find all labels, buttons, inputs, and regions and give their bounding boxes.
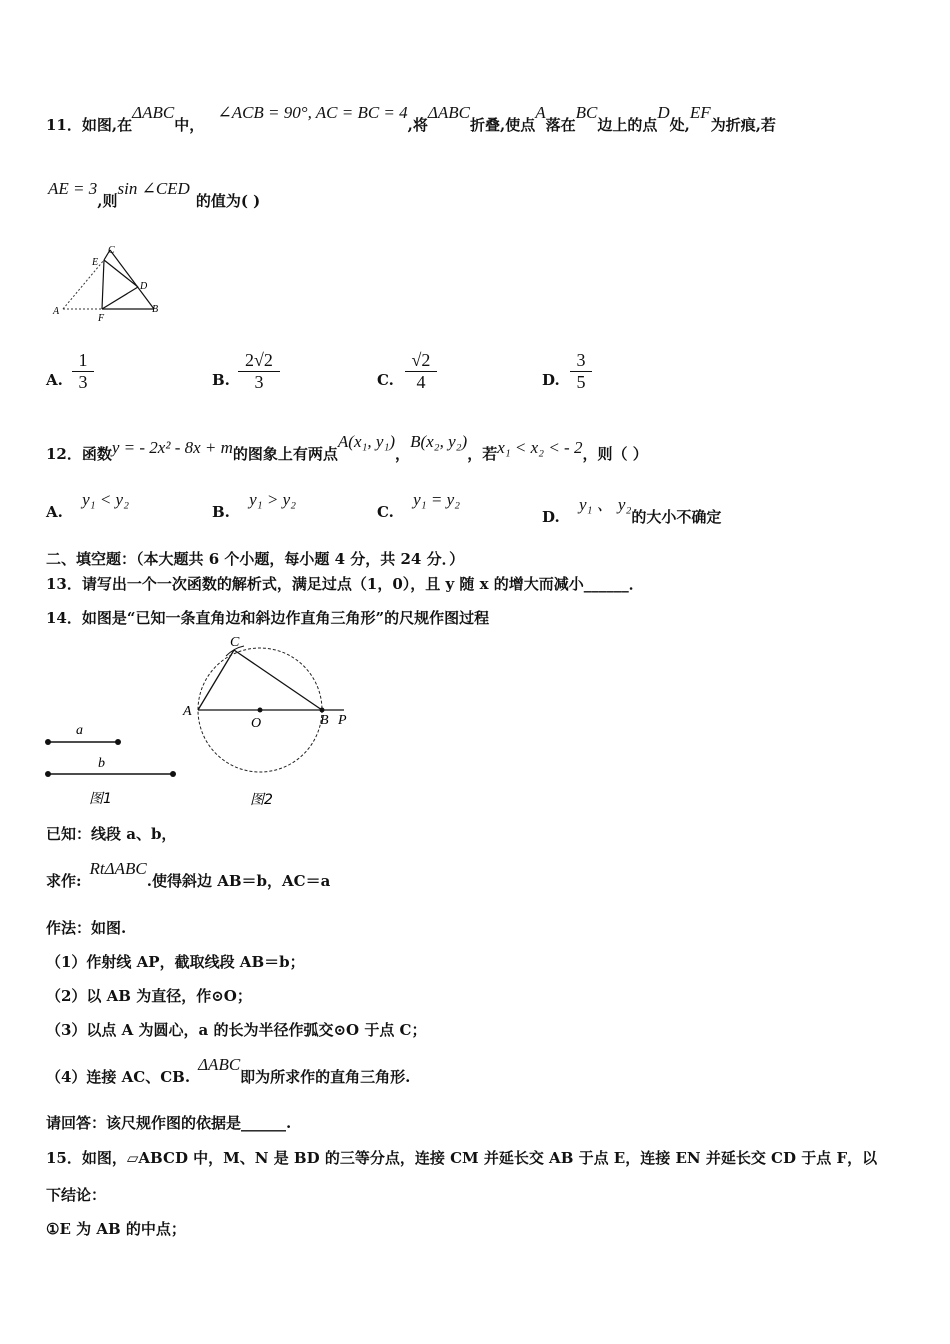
fig11-label-c: C xyxy=(108,245,115,256)
fig2-label-o: O xyxy=(251,716,262,731)
fig11-label-d: D xyxy=(140,281,148,292)
fig11-label-f: F xyxy=(98,313,105,324)
q12-option-d[interactable]: D. y₁ 、 y₂的大小不确定 xyxy=(542,495,722,526)
fig1-label-b: b xyxy=(98,756,105,771)
q13-text: 13．请写出一个一次函数的解析式，满足过点（1，0），且 y 随 x 的增大而减小______． xyxy=(46,575,644,593)
fig2-caption: 图2 xyxy=(250,792,273,808)
q12-option-a[interactable]: A. y₁ < y₂ xyxy=(46,490,129,521)
q14-step3: （3）以点 A 为圆心，a 的长为半径作弧交⊙O 于点 C； xyxy=(46,1021,427,1039)
q12-option-b[interactable]: B. y₁ > y₂ xyxy=(212,490,297,521)
fig1-label-a: a xyxy=(76,723,83,738)
fig1-caption: 图1 xyxy=(89,791,112,807)
q14-figure2 xyxy=(176,630,366,810)
q14-seek: 求作:RtΔABC.使得斜边 AB＝b，AC＝a xyxy=(46,859,331,890)
q15-line3: ①E 为 AB 的中点； xyxy=(46,1220,186,1238)
q15-line1: 15．如图，▱ABCD 中，M、N 是 BD 的三等分点，连接 CM 并延长交 AB 于点 E，连接 EN 并延长交 CD 于点 F，以 xyxy=(46,1149,878,1167)
q14-step4: （4）连接 AC、CB.ΔABC即为所求作的直角三角形. xyxy=(46,1055,411,1086)
q12-option-c[interactable]: C. y₁ = y₂ xyxy=(377,490,461,521)
section-heading-fill-in: 二、填空题：（本大题共 6 个小题，每小题 4 分，共 24 分．） xyxy=(46,550,465,568)
q14-answer: 请回答：该尺规作图的依据是______. xyxy=(46,1114,292,1132)
fig2-label-c: C xyxy=(230,635,240,650)
fig11-label-e: E xyxy=(92,257,99,268)
q15-line2: 下结论： xyxy=(46,1186,107,1204)
q11-line1: 11．如图,在ΔABC中， ∠ACB = 90°, AC = BC = 4,将ΔABC折叠,使点A落在BC边上的点D处,EF为折痕,若 xyxy=(46,103,776,134)
q14-title: 14．如图是“已知一条直角边和斜边作直角三角形”的尺规作图过程 xyxy=(46,609,490,627)
fig2-label-p: P xyxy=(338,713,347,728)
fig11-label-b: B xyxy=(152,304,159,315)
q14-known: 已知：线段 a、b， xyxy=(46,825,177,843)
fig2-label-b: B xyxy=(320,713,329,728)
q11-figure xyxy=(44,244,174,326)
q14-step1: （1）作射线 AP，截取线段 AB＝b； xyxy=(46,953,305,971)
q14-step2: （2）以 AB 为直径，作⊙O； xyxy=(46,987,252,1005)
fig11-label-a: A xyxy=(53,306,60,317)
fig2-label-a: A xyxy=(183,704,192,719)
q14-method: 作法：如图. xyxy=(46,919,127,937)
q14-figure1 xyxy=(40,720,190,810)
q12-line: 12．函数y = - 2x² - 8x + m的图象上有两点A(x₁, y₁)，B(x₂, y₂)，若x₁ < x₂ < - 2，则（ ） xyxy=(46,432,648,463)
q11-line2: AE = 3,则sin ∠CED的值为( ) xyxy=(48,179,261,210)
